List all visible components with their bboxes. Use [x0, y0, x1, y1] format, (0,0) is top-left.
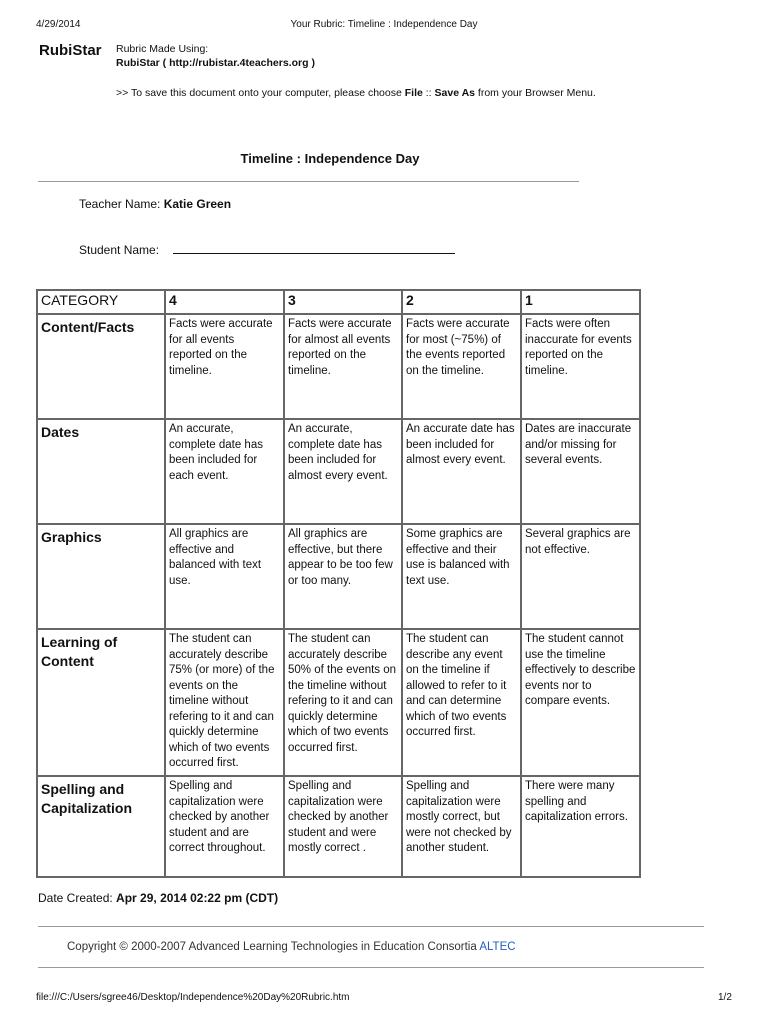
- row-category: Dates: [37, 419, 165, 524]
- table-cell: Spelling and capitalization were checked by another student and are correct throughout.: [165, 776, 284, 877]
- table-cell: Facts were often inaccurate for events reported on the timeline.: [521, 314, 640, 419]
- teacher-name: [79, 197, 231, 211]
- header-level-2: 2: [402, 290, 521, 314]
- footer-divider-top: [38, 926, 704, 927]
- table-cell: An accurate, complete date has been included for each event.: [165, 419, 284, 524]
- print-page-number: 1/2: [718, 992, 732, 1003]
- table-cell: The student can accurately describe 75% (or more) of the events on the timeline without refering to it and can quickly determine which of two events occurred first.: [165, 629, 284, 776]
- print-file-path: file:///C:/Users/sgree46/Desktop/Independence%20Day%20Rubric.htm: [36, 992, 350, 1003]
- rubistar-logo: RubiStar: [39, 42, 102, 59]
- altec-link[interactable]: ALTEC: [479, 941, 516, 953]
- table-row: [37, 524, 640, 629]
- header-level-1: 1: [521, 290, 640, 314]
- made-using-block: [116, 42, 315, 70]
- table-cell: The student cannot use the timeline effectively to describe events nor to compare events.: [521, 629, 640, 776]
- date-created-label: Date Created:: [38, 891, 117, 905]
- table-cell: The student can accurately describe 50% of the events on the timeline without refering to it and can quickly determine which of two events occurred first.: [284, 629, 402, 776]
- save-prefix: >> To save this document onto your computer, please choose: [116, 87, 405, 99]
- table-row: [37, 314, 640, 419]
- header-level-4: 4: [165, 290, 284, 314]
- row-category: Graphics: [37, 524, 165, 629]
- header-level-3: 3: [284, 290, 402, 314]
- made-using-label: Rubric Made Using:: [116, 43, 209, 55]
- rubistar-link[interactable]: RubiStar ( http://rubistar.4teachers.org ): [116, 57, 315, 69]
- table-cell: The student can describe any event on the timeline if allowed to refer to it and can determine which of two events occurred first.: [402, 629, 521, 776]
- teacher-label: Teacher Name:: [79, 197, 164, 211]
- print-date: 4/29/2014: [36, 19, 81, 30]
- student-name-blank: [173, 243, 455, 254]
- table-cell: All graphics are effective and balanced with text use.: [165, 524, 284, 629]
- table-cell: An accurate, complete date has been included for almost every event.: [284, 419, 402, 524]
- student-name: [79, 243, 455, 257]
- save-as-word: Save As: [434, 87, 475, 99]
- copyright-notice: [67, 941, 516, 953]
- footer-divider-bottom: [38, 967, 704, 968]
- title-divider: [38, 181, 579, 182]
- table-cell: There were many spelling and capitalization errors.: [521, 776, 640, 877]
- save-file-word: File: [404, 87, 423, 99]
- table-cell: Facts were accurate for most (~75%) of the events reported on the timeline.: [402, 314, 521, 419]
- table-header-row: [37, 290, 640, 314]
- date-created: [38, 891, 278, 905]
- rubric-table: [36, 289, 641, 878]
- row-category: Learning of Content: [37, 629, 165, 776]
- table-cell: Facts were accurate for all events reported on the timeline.: [165, 314, 284, 419]
- table-row: [37, 776, 640, 877]
- document-title: Timeline : Independence Day: [240, 151, 420, 166]
- save-instructions: [116, 87, 596, 99]
- header-category: CATEGORY: [37, 290, 165, 314]
- table-cell: All graphics are effective, but there appear to be too few or too many.: [284, 524, 402, 629]
- row-category: Spelling and Capitalization: [37, 776, 165, 877]
- date-created-value: Apr 29, 2014 02:22 pm (CDT): [116, 891, 279, 905]
- table-cell: Spelling and capitalization were mostly correct, but were not checked by another student.: [402, 776, 521, 877]
- row-category: Content/Facts: [37, 314, 165, 419]
- table-cell: Facts were accurate for almost all events reported on the timeline.: [284, 314, 402, 419]
- table-row: [37, 629, 640, 776]
- table-cell: Several graphics are not effective.: [521, 524, 640, 629]
- table-cell: Some graphics are effective and their use is balanced with text use.: [402, 524, 521, 629]
- student-label: Student Name:: [79, 243, 160, 257]
- table-cell: Spelling and capitalization were checked by another student and were mostly correct .: [284, 776, 402, 877]
- save-suffix: from your Browser Menu.: [475, 87, 596, 99]
- table-cell: Dates are inaccurate and/or missing for several events.: [521, 419, 640, 524]
- table-cell: An accurate date has been included for almost every event.: [402, 419, 521, 524]
- copyright-text: Copyright © 2000-2007 Advanced Learning Technologies in Education Consortia: [67, 941, 480, 953]
- save-sep: ::: [422, 87, 435, 99]
- teacher-value: Katie Green: [163, 197, 232, 211]
- print-title: Your Rubric: Timeline : Independence Day: [290, 19, 478, 30]
- table-row: [37, 419, 640, 524]
